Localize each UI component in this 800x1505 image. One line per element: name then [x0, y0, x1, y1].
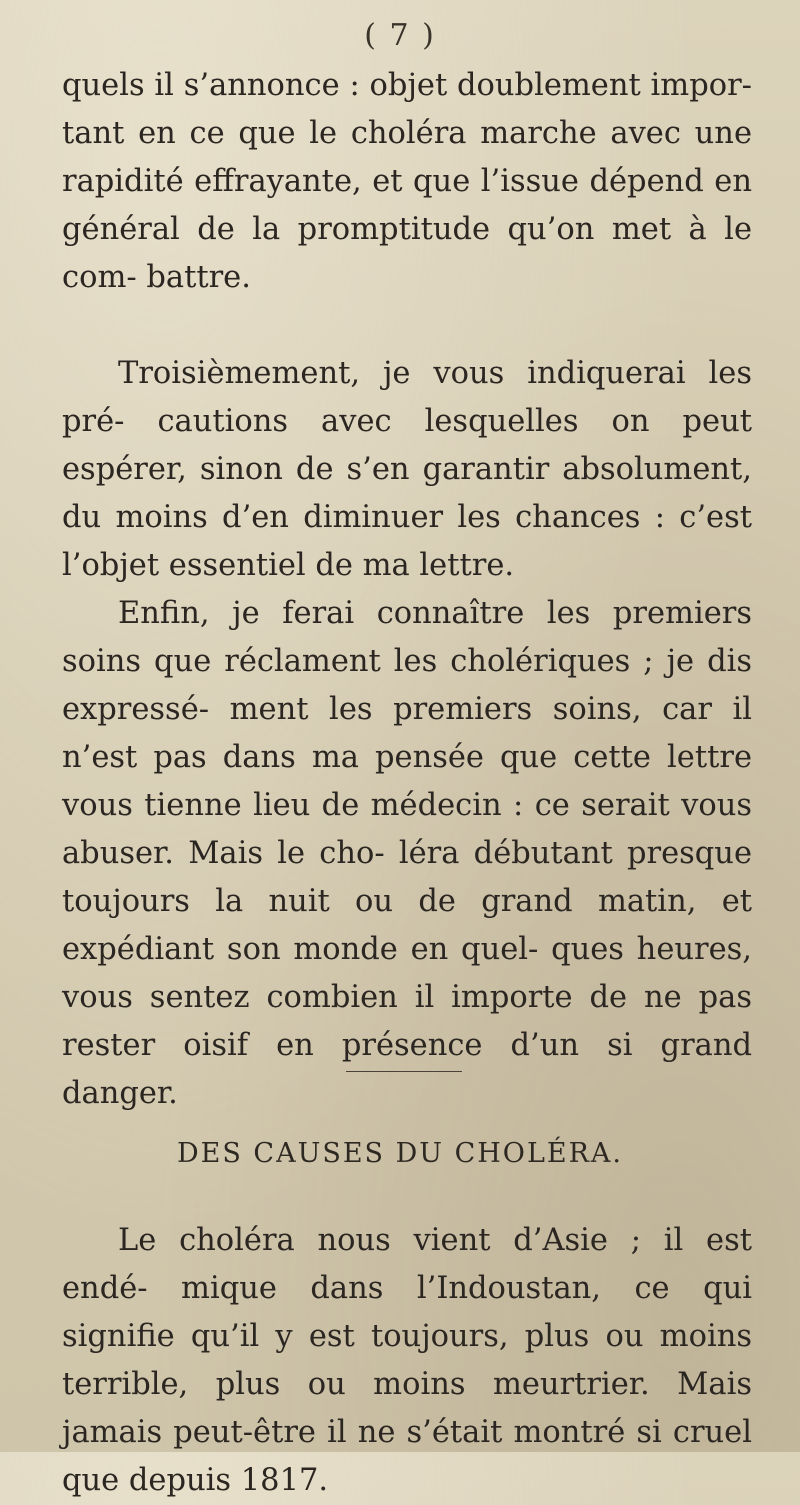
paragraph-3: Enfin, je ferai connaître les premiers soins que réclament les cholériques ; je dis expressé- ment les premiers soins, car il n’est pas dans ma pensée que cette lettre vous tienne lieu de médecin : ce serait vous abuser. Mais le cho- léra débutant presque toujours la nuit ou de grand matin, et expédiant son monde en quel- ques heures, vous sentez combien il importe de ne pas rester oisif en présence d’un si grand danger.	[62, 596, 752, 1111]
section-paragraph: Le choléra nous vient d’Asie ; il est endé- mique dans l’Indoustan, ce qui signifie qu’il y est toujours, plus ou moins terrible, plus ou moins meurtrier. Mais jamais peut-être il ne s’était montré si cruel que depuis 1817.	[62, 1223, 752, 1498]
paragraph-continuation	[62, 62, 752, 302]
section-title: DES CAUSES DU CHOLÉRA.	[176, 1138, 623, 1169]
section-divider	[346, 1071, 462, 1072]
paragraph-1: quels il s’annonce : objet doublement impor- tant en ce que le choléra marche avec une rapidité effrayante, et que l’issue dépend en général de la promptitude qu’on met à le com- battre.	[62, 68, 752, 295]
paragraph-2: Troisièmement, je vous indiquerai les pré- cautions avec lesquelles on peut espérer, sinon de s’en garantir absolument, du moins d’en diminuer les chances : c’est l’objet essentiel de ma lettre.	[62, 356, 752, 583]
section-body	[62, 1217, 752, 1505]
paragraph-first-care	[62, 590, 752, 1118]
paragraph-precautions	[62, 350, 752, 590]
page-number: ( 7 )	[364, 18, 436, 53]
